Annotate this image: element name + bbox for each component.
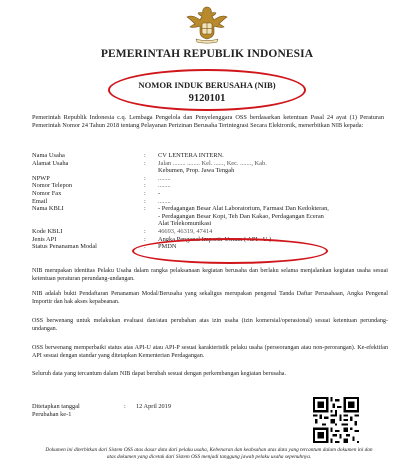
kbli-name-value-3: Alat Telekomunikasi <box>158 220 212 228</box>
field-row: Alamat Usaha : Jalan ........ ........ Kel. ......, Kec. ......., Kab. <box>32 160 392 168</box>
field-row: Nomor Fax : - <box>32 190 392 198</box>
fax-value: - <box>158 189 161 197</box>
address-value-cont: Kebumen, Prop. Jawa Tengah <box>158 167 235 175</box>
field-row <box>32 220 392 228</box>
kbli-code-value: 46693, 46319, 47414 <box>158 227 213 235</box>
field-row <box>32 167 392 175</box>
field-row: Nama Usaha : CV LENTERA INTERN. <box>32 152 392 160</box>
address-value: Jalan ........ ........ Kel. ......, Kec. ......., Kab. <box>158 159 267 167</box>
revision-row: Perubahan ke-1 <box>32 411 72 418</box>
field-row <box>32 213 392 221</box>
npwp-value: ........ <box>158 174 171 182</box>
investment-status-value: PMDN <box>158 243 177 251</box>
api-type-value: Angka Pengenal Importir Umum ( API - U ) <box>158 235 272 243</box>
issued-date-row: Ditetapkan tanggal : 12 April 2019 <box>32 403 171 410</box>
kbli-name-value-2: - Perdagangan Besar Kopi, Teh Dan Kakao, Perdagangan Eceran <box>158 212 324 220</box>
field-row: Jenis API : Angka Pengenal Importir Umum ( API - U ) <box>32 236 392 244</box>
paragraph-nib-proof: NIB adalah bukti Pendaftaran Penanaman Modal/Berusaha yang sekaligus merupakan pengenal Tanda Daftar Perusahaan, Angka Pengenal Importir dan hak akses kepabeanan. <box>32 291 388 305</box>
field-row: NPWP : ........ <box>32 175 392 183</box>
garuda-emblem-icon <box>186 4 228 44</box>
business-fields <box>32 152 392 251</box>
nib-label: NOMOR INDUK BERUSAHA (NIB) <box>138 80 276 90</box>
field-row: Kode KBLI : 46693, 46319, 47414 <box>32 228 392 236</box>
field-row: Nama KBLI : - Perdagangan Besar Alat Laboratorium, Farmasi Dan Kedokteran, <box>32 205 392 213</box>
business-name-value: CV LENTERA INTERN. <box>158 152 224 159</box>
api-highlight-ellipse <box>132 238 328 264</box>
footer-disclaimer: Dokumen ini diterbitkan dari Sistem OSS atas dasar data dari pelaku usaha, Kebenaran dan keabsahan atas data yang tercantum dalam dokumen ini dan atas dokumen yang dicetak dari Sistem OSS menjadi tanggung jawab pelaku usaha sepenuhnya. <box>45 447 373 460</box>
paragraph-oss-evaluation: OSS berwenang untuk melakukan evaluasi dan/atau perubahan atas izin usaha (izin komersial/operasional) sesuai ketentuan perundang-undangan. <box>32 318 388 332</box>
intro-paragraph: Pemerintah Republik Indonesia c.q. Lembaga Pengelola dan Penyelenggara OSS berdasarkan ketentuan Pasal 24 ayat (1) Peraturan Pemerintah Nomor 24 Tahun 2018 tentang Pelayanan Perizinan Berusaha Terintegrasi Secara Elektronik, menerbitkan NIB kepada: <box>32 114 384 130</box>
field-row: Status Penanaman Modal : PMDN <box>32 243 392 251</box>
nib-highlight-ellipse <box>108 69 306 111</box>
qr-code-icon <box>313 397 359 443</box>
paragraph-oss-api: OSS berwenang memperbaiki status atas API-U atau API-P sesuai karakteristik pelaku usaha (perseorangan atau non-perorangan). Ke-efektifan API sesuai dengan standar yang ditetapkan Kementerian Perdagangan. <box>32 345 388 359</box>
kbli-name-value: - Perdagangan Besar Alat Laboratorium, Farmasi Dan Kedokteran, <box>158 205 329 213</box>
nib-number: 9120101 <box>188 93 226 104</box>
field-row: Nomor Telepon : ........ <box>32 182 392 190</box>
phone-value: ........ <box>158 182 171 190</box>
document-title: PEMERINTAH REPUBLIK INDONESIA <box>100 48 314 60</box>
paragraph-data-change: Seluruh data yang tercantum dalam NIB dapat berubah sesuai dengan perkembangan kegiatan berusaha. <box>32 371 286 377</box>
issuance-dates <box>32 403 232 419</box>
paragraph-nib-identity: NIB merupakan identitas Pelaku Usaha dalam rangka pelaksanaan kegiatan berusaha dan berlaku selama menjalankan kegiatan usaha sesuai ketentuan peraturan perundang-undangan. <box>32 268 388 282</box>
issued-date-value: 12 April 2019 <box>136 403 171 410</box>
field-row: Email : ........ <box>32 198 392 206</box>
email-value: ........ <box>158 197 171 205</box>
